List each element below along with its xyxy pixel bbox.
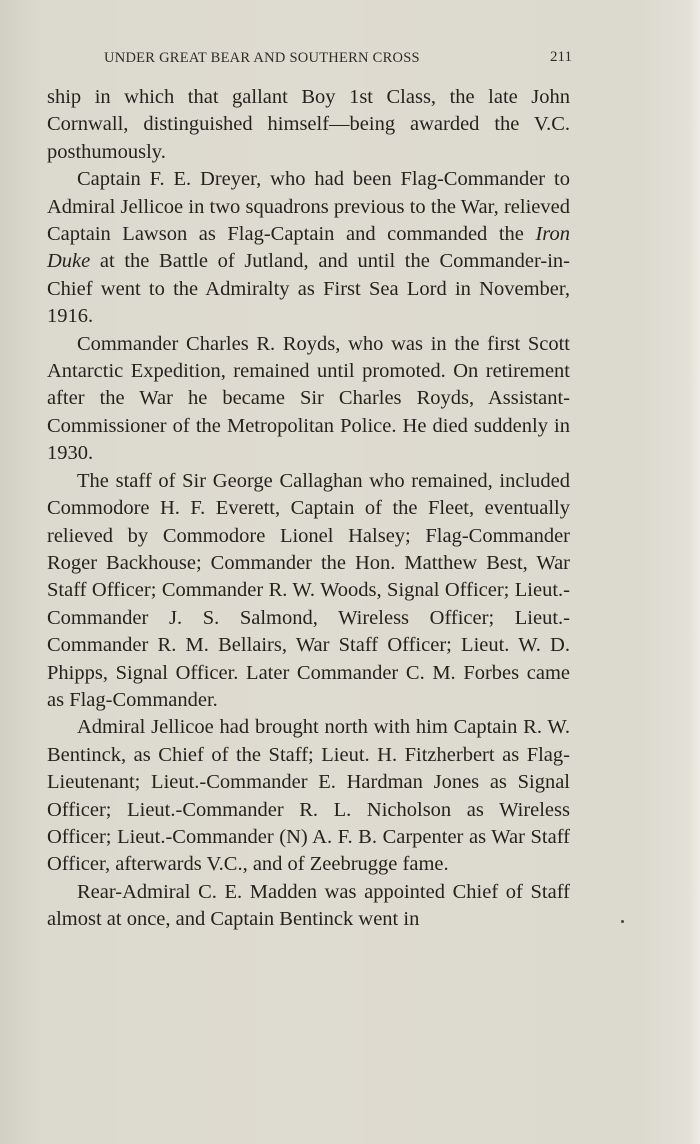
paragraph-jellicoe-staff: Admiral Jellicoe had brought north with him Captain R. W. Bentinck, as Chief of the Staff; Lieut. H. Fitzherbert as Flag-Lieutenant; Lieut.-Commander E. Hardman Jones as Signal Officer; Lieut.-Commander R. L. Nicholson as Wireless Officer; Lieut.-Commander (N) A. F. B. Carpenter as War Staff Officer, afterwards V.C., and of Zeebrugge fame. — [47, 716, 570, 876]
paragraph-dreyer-text: Captain F. E. Dreyer, who had been Flag-Commander to Admiral Jellicoe in two squadrons previous to the War, relieved Captain Lawson as Flag-Captain and commanded the — [47, 168, 570, 246]
paragraph-dreyer-text-end: at the Battle of Jutland, and until the Commander-in-Chief went to the Admiralty as First Sea Lord in November, 1916. — [47, 250, 570, 328]
body-text — [47, 84, 570, 934]
paper-speck — [621, 920, 624, 923]
paragraph-continued: ship in which that gallant Boy 1st Class, the late John Cornwall, distinguished himself—being awarded the V.C. posthumously. — [47, 86, 570, 163]
running-title: UNDER GREAT BEAR AND SOUTHERN CROSS — [104, 50, 420, 66]
paragraph-royds: Commander Charles R. Royds, who was in the first Scott Antarctic Expedition, remained until promoted. On retirement after the War he became Sir Charles Royds, Assistant-Commissioner of the Metropolitan Police. He died suddenly in 1930. — [47, 332, 570, 465]
running-head — [104, 48, 572, 72]
paragraph-callaghan-staff: The staff of Sir George Callaghan who remained, included Commodore H. F. Everett, Captain of the Fleet, eventually relieved by Commodore Lionel Halsey; Flag-Commander Roger Backhouse; Commander the Hon. Matthew Best, War Staff Officer; Commander R. W. Woods, Signal Officer; Lieut.-Commander J. S. Salmond, Wireless Officer; Lieut.-Commander R. M. Bellairs, War Staff Officer; Lieut. W. D. Phipps, Signal Officer. Later Commander C. M. Forbes came as Flag-Commander. — [47, 469, 570, 711]
paragraph-madden: Rear-Admiral C. E. Madden was appointed Chief of Staff almost at once, and Captain Bentinck went in — [47, 880, 570, 931]
page-number: 211 — [550, 49, 572, 65]
paragraph-dreyer — [47, 166, 570, 330]
ship-name-italic: Iron Duke — [47, 223, 570, 273]
